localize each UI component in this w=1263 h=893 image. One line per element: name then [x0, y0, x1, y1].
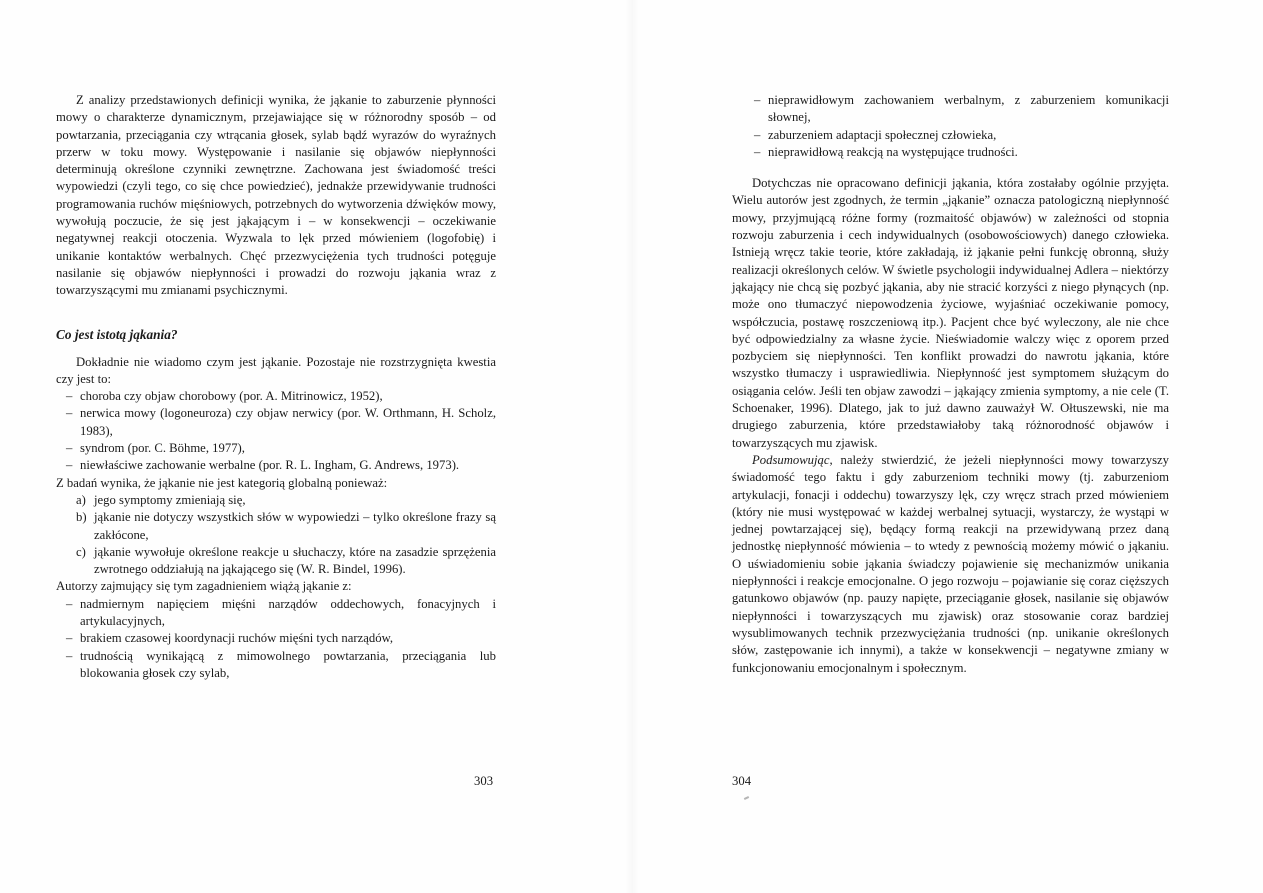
list-marker: b) — [76, 510, 87, 525]
left-paragraph-3: Z badań wynika, że jąkanie nie jest kategorią globalną ponieważ: — [56, 475, 388, 490]
list-item — [76, 509, 496, 544]
list-item: – zaburzeniem adaptacji społecznej człowieka, — [754, 127, 1169, 144]
causes-list-continued — [732, 92, 1169, 161]
list-item: – syndrom (por. C. Böhme, 1977), — [66, 440, 496, 457]
list-item — [76, 544, 496, 579]
causes-list — [56, 596, 496, 682]
page-number-left: 303 — [474, 774, 494, 788]
list-item: – trudnością wynikającą z mimowolnego powtarzania, przeciągania lub blokowania głosek czy sylab, — [66, 648, 496, 683]
list-item: – nadmiernym napięciem mięśni narządów oddechowych, fonacyjnych i artykulacyjnych, — [66, 596, 496, 631]
page-number-right: 304 — [732, 774, 752, 788]
section-heading: Co jest istotą jąkania? — [56, 326, 178, 342]
list-item-text: jego symptomy zmieniają się, — [94, 492, 246, 507]
list-item-text: jąkanie wywołuje określone reakcje u słuchaczy, które na zasadzie sprzężenia zwrotnego oddziałują na jąkającego się (W. R. Bindel, 1996). — [94, 544, 496, 577]
right-paragraph-2 — [732, 452, 1169, 677]
list-item: – choroba czy objaw chorobowy (por. A. Mitrinowicz, 1952), — [66, 388, 496, 405]
left-paragraph-2: Dokładnie nie wiadomo czym jest jąkanie. Pozostaje nie rozstrzygnięta kwestia czy jest to: — [56, 354, 496, 386]
right-page — [732, 92, 1169, 677]
left-page — [56, 92, 496, 682]
summary-lead: Podsumowując, — [752, 452, 833, 467]
left-paragraph-1: Z analizy przedstawionych definicji wynika, że jąkanie to zaburzenie płynności mowy o charakterze dynamicznym, przejawiające się w różnorodny sposób – od powtarzania, przeciągania czy wtrącania głosek, sylab bądź wyrazów do wyraźnych przerw w toku mowy. Występowanie i nasilanie się objawów niepłynności determinują określone czynniki zewnętrzne. Zachowana jest świadomość treści wypowiedzi (czyli tego, co się chce powiedzieć), jednakże przewidywanie trudności programowania ruchów mięśniowych, potrzebnych do wytworzenia dźwięków mowy, wywołują poczucie, że się jest jąkającym i – w konsekwencji – oczekiwanie negatywnej reakcji otoczenia. Wyzwala to lęk przed mówieniem (logofobię) i unikanie kontaktów werbalnych. Chęć przezwyciężenia tych trudności potęguje nasilanie się objawów niepłynności i prowadzi do rozwoju jąkania wraz z towarzyszącymi mu zmianami psychicznymi. — [56, 93, 496, 298]
scan-speck — [744, 796, 749, 800]
definition-list — [56, 388, 496, 474]
reasons-list — [56, 492, 496, 578]
list-item: – nerwica mowy (logoneuroza) czy objaw nerwicy (por. W. Orthmann, H. Scholz, 1983), — [66, 405, 496, 440]
list-item: – niewłaściwe zachowanie werbalne (por. R. L. Ingham, G. Andrews, 1973). — [66, 457, 496, 474]
list-item: – brakiem czasowej koordynacji ruchów mięśni tych narządów, — [66, 630, 496, 647]
left-paragraph-4: Autorzy zajmujący się tym zagadnieniem wiążą jąkanie z: — [56, 579, 352, 594]
list-item: – nieprawidłowym zachowaniem werbalnym, z zaburzeniem komunikacji słownej, — [754, 92, 1169, 127]
list-marker: a) — [76, 492, 86, 507]
book-gutter — [625, 0, 639, 893]
list-item: – nieprawidłową reakcją na występujące trudności. — [754, 144, 1169, 161]
list-item — [76, 492, 496, 509]
right-paragraph-1: Dotychczas nie opracowano definicji jąkania, która zostałaby ogólnie przyjęta. Wielu autorów jest zgodnych, że termin „jąkanie” oznacza patologiczną niepłynność mowy, przyjmującą różne formy (rozmaitość objawów) w zależności od stopnia rozwoju zaburzenia i cech indywidualnych (osobowościowych) danego człowieka. Istnieją wręcz takie teorie, które zakładają, iż jąkanie pełni funkcję obronną, służy realizacji określonych celów. W świetle psychologii indywidualnej Adlera – niektórzy jąkający nie chcą się pozbyć jąkania, aby nie stracić korzyści z niego płynących (np. może ono tłumaczyć niepowodzenia życiowe, wyjaśniać oczekiwanie pomocy, współczucia, postawę roszczeniową itp.). Pacjent chce być wyleczony, ale nie chce być odpowiedzialny za własne życie. Nieświadomie walczy więc z oporem przed pozbyciem się niepłynności. Ten konflikt prowadzi do nawrotu jąkania, które wszystko tłumaczy i usprawiedliwia. Niepłynność jest symptomem służącym do osiągania celów. Jeśli ten objaw zawodzi – jąkający zmienia symptomy, a nie cele (T. Schoenaker, 1996). Dlatego, jak to już dawno zauważył W. Ołtuszewski, nie ma drugiego zaburzenia, które przedstawiałoby taką różnorodność objawów i towarzyszących mu zjawisk. — [732, 176, 1170, 450]
summary-text: należy stwierdzić, że jeżeli niepłynności mowy towarzyszy świadomość tego faktu i gdy zaburzeniom techniki mowy (tj. zaburzeniom artykulacji, fonacji i oddechu) towarzyszy lęk, czy wręcz strach przed mówieniem (który nie musi występować w każdej werbalnej sytuacji, wystarczy, że wystąpi w jednej powtarzającej się), będący formą reakcji na przewidywaną przez daną jednostkę niepłynność mówienia – to wtedy z pewnością możemy mówić o jąkaniu. O uświadomieniu sobie jąkania świadczy pojawienie się mechanizmów unikania niepłynności i reakcje emocjonalne. O jego rozwoju – pojawianie się coraz cięższych gatunkowo objawów (np. pauzy napięte, przeciąganie głosek, nasilanie się objawów niepłynności i towarzyszących mu zjawisk) oraz stosowanie coraz bardziej wysublimowanych technik przezwyciężania trudności (np. unikanie określonych słów, zastępowanie ich innymi), a także w konsekwencji – negatywne zmiany w funkcjonowaniu emocjonalnym i społecznym. — [732, 452, 1169, 675]
list-marker: c) — [76, 544, 86, 559]
list-item-text: jąkanie nie dotyczy wszystkich słów w wypowiedzi – tylko określone frazy są zakłócone, — [94, 510, 496, 542]
